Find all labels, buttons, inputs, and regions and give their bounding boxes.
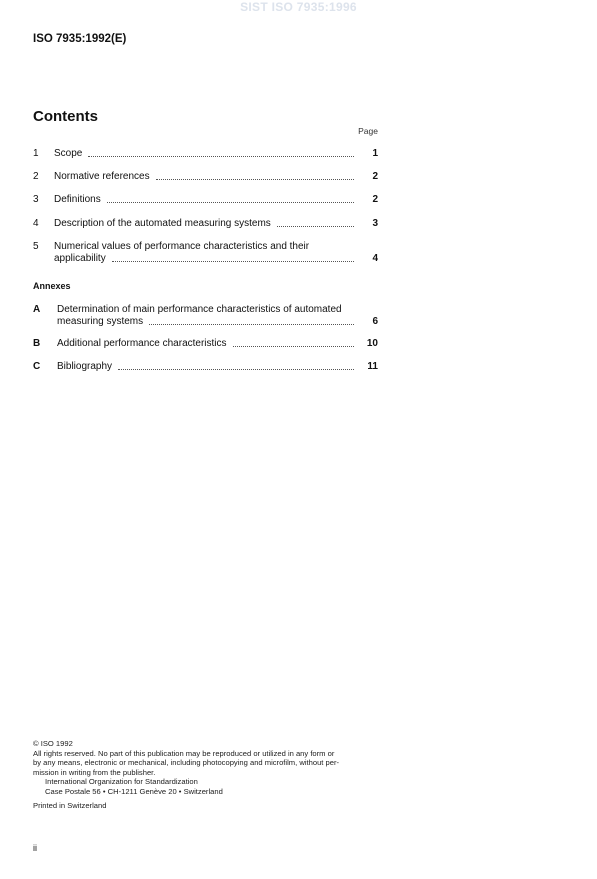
rights-line-1: All rights reserved. No part of this publication may be reproduced or utilized in any form or	[33, 748, 335, 758]
toc-entry-title: Scope	[54, 148, 83, 159]
toc-entry-number: 2	[33, 171, 39, 182]
toc-entry-5[interactable]	[33, 241, 378, 265]
toc-entry-number: 4	[33, 218, 39, 229]
toc-entry-title: Definitions	[54, 194, 101, 205]
dot-leader	[233, 345, 354, 347]
dot-leader	[156, 178, 354, 180]
toc-entry-page: 4	[372, 253, 378, 264]
dot-leader	[107, 201, 354, 203]
annex-title-line-2: measuring systems	[57, 316, 144, 327]
toc-entry-title: Description of the automated measuring systems	[54, 218, 271, 229]
copyright-line: © ISO 1992	[33, 739, 73, 748]
dot-leader	[112, 260, 354, 262]
toc-entry-title: Normative references	[54, 171, 150, 182]
watermark: SIST ISO 7935:1996	[240, 0, 357, 14]
rights-line-2: by any means, electronic or mechanical, including photocopying and microfilm, without per-	[33, 758, 340, 767]
toc-entry-number: 1	[33, 148, 39, 159]
rights-line-3: mission in writing from the publisher.	[33, 767, 156, 777]
dot-leader	[277, 225, 354, 227]
copyright-block	[33, 739, 383, 811]
annex-entry-b[interactable]	[33, 338, 378, 350]
toc-entry-4[interactable]	[33, 218, 378, 230]
annex-page: 10	[366, 338, 378, 349]
annex-letter: C	[33, 361, 41, 372]
annex-entry-a[interactable]	[33, 304, 378, 328]
toc-entry-number: 3	[33, 194, 39, 205]
document-id: ISO 7935:1992(E)	[33, 33, 127, 45]
toc-entry-1[interactable]	[33, 148, 378, 160]
annex-letter: B	[33, 338, 41, 349]
annex-title: Additional performance characteristics	[57, 338, 227, 349]
annex-title-line-1: Determination of main performance characteristics of automated	[57, 304, 342, 315]
page-number: ii	[33, 843, 37, 853]
toc-entry-page: 2	[372, 171, 378, 182]
annex-entry-c[interactable]	[33, 361, 378, 373]
toc-entry-2[interactable]	[33, 171, 378, 183]
annex-title: Bibliography	[57, 361, 113, 372]
organization-name: International Organization for Standardization	[45, 777, 198, 786]
toc-entry-title-line-1: Numerical values of performance characteristics and their	[54, 241, 310, 252]
annex-page: 6	[372, 316, 378, 327]
toc-entry-page: 3	[372, 218, 378, 229]
annex-letter: A	[33, 304, 41, 315]
dot-leader	[118, 368, 354, 370]
dot-leader	[149, 323, 354, 325]
dot-leader	[88, 155, 354, 157]
annexes-heading: Annexes	[33, 281, 71, 291]
contents-title: Contents	[33, 108, 98, 125]
toc-entry-number: 5	[33, 241, 39, 252]
annex-page: 11	[367, 361, 378, 372]
printed-in: Printed in Switzerland	[33, 801, 107, 810]
toc-entry-title-line-2: applicability	[54, 253, 106, 264]
toc-entry-page: 2	[372, 194, 378, 205]
page-column-heading: Page	[358, 126, 378, 136]
organization-address: Case Postale 56 • CH-1211 Genève 20 • Switzerland	[45, 786, 223, 796]
toc-entry-3[interactable]	[33, 194, 378, 206]
toc-entry-page: 1	[372, 148, 378, 159]
